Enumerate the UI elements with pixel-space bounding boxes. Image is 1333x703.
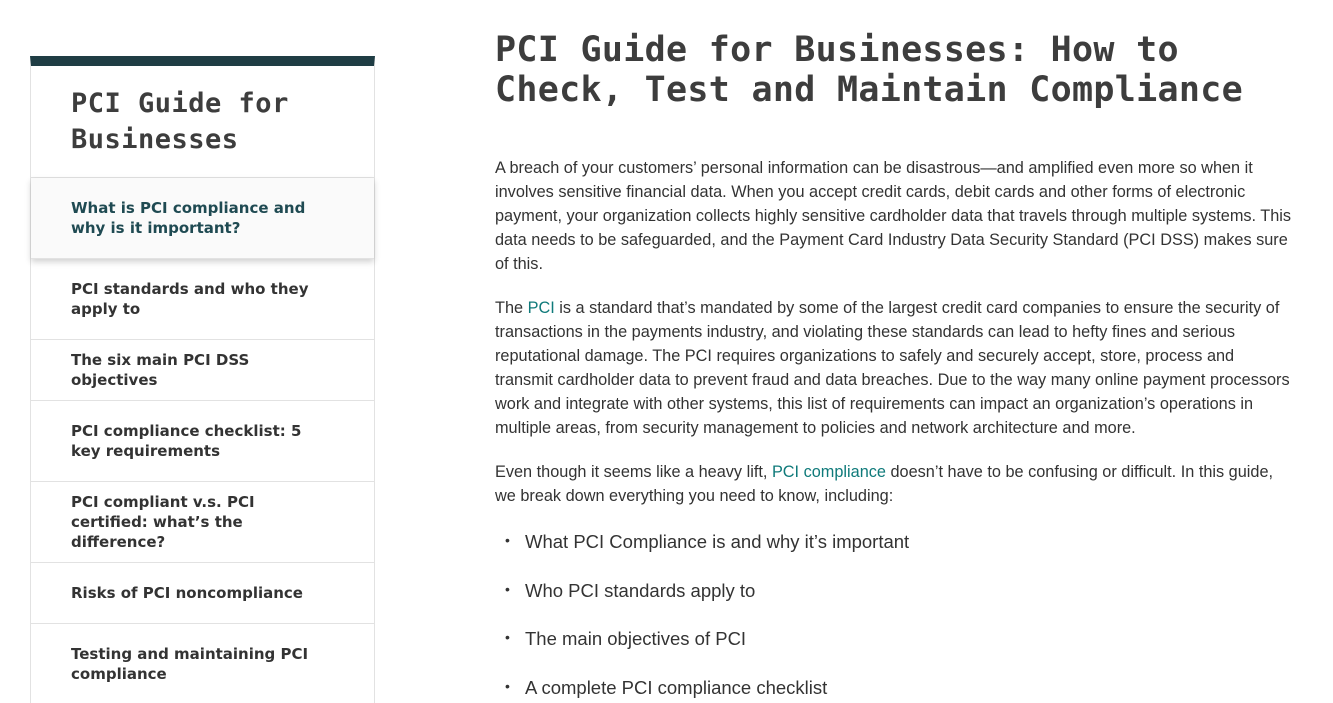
paragraph-text: is a standard that’s mandated by some of the largest credit card companies to ensure the security of transactions in the payments industry, and violating these standards can lead to hefty fines and serious reputational damage. The PCI requires organizations to safely and securely accept, store, process and transmit cardholder data to prevent fraud and data breaches. Due to the way many online payment processors work and integrate with other systems, this list of requirements can impact an organization’s operations in multiple areas, from security management to policies and network architecture and more.	[495, 299, 1290, 437]
pci-link[interactable]: PCI	[527, 299, 555, 317]
paragraph-text: doesn’t have to be confusing or difficult. In this guide, we break down everything you need to know, including:	[495, 463, 1274, 505]
article-paragraph	[495, 460, 1295, 508]
list-item	[495, 676, 1295, 700]
sidebar-item-risks[interactable]: Risks of PCI noncompliance	[31, 563, 374, 624]
sidebar-title: PCI Guide for Businesses	[31, 66, 374, 178]
article-paragraph: A breach of your customers’ personal information can be disastrous—and amplified even more so when it involves sensitive financial data. When you accept credit cards, debit cards and other forms of electronic payment, your organization collects highly sensitive cardholder data that travels through multiple systems. This data needs to be safeguarded, and the Payment Card Industry Data Security Standard (PCI DSS) makes sure of this.	[495, 159, 1292, 273]
sidebar-item-compliant-vs-certified[interactable]: PCI compliant v.s. PCI certified: what’s the difference?	[31, 482, 374, 563]
sidebar-item-pci-standards[interactable]: PCI standards and who they apply to	[31, 259, 374, 340]
list-item-text: Who PCI standards apply to	[525, 579, 756, 601]
list-item	[495, 530, 1295, 554]
article	[495, 30, 1295, 703]
article-paragraph	[495, 296, 1295, 440]
list-item-text: What PCI Compliance is and why it’s important	[525, 531, 910, 552]
list-item-text: A complete PCI compliance checklist	[525, 676, 828, 698]
sidebar-nav	[30, 56, 375, 703]
list-item	[495, 627, 1295, 651]
list-item-text: The main objectives of PCI	[525, 628, 747, 649]
bullet-icon: •	[505, 532, 510, 548]
sidebar-item-checklist[interactable]: PCI compliance checklist: 5 key requirements	[31, 401, 374, 482]
paragraph-text: The	[495, 299, 528, 317]
bullet-icon: •	[505, 580, 510, 597]
sidebar-item-what-is-pci[interactable]: What is PCI compliance and why is it important?	[31, 178, 374, 259]
sidebar-item-testing[interactable]: Testing and maintaining PCI compliance	[31, 624, 374, 703]
bullet-icon: •	[505, 629, 510, 645]
guide-topics-list	[495, 530, 1295, 700]
list-item	[495, 579, 1295, 603]
page-title: PCI Guide for Businesses: How to Check, Test and Maintain Compliance	[495, 30, 1244, 110]
pci-compliance-link[interactable]: PCI compliance	[771, 463, 886, 481]
paragraph-text: Even though it seems like a heavy lift,	[495, 463, 772, 481]
bullet-icon: •	[505, 677, 510, 694]
sidebar-item-six-objectives[interactable]: The six main PCI DSS objectives	[31, 340, 374, 401]
